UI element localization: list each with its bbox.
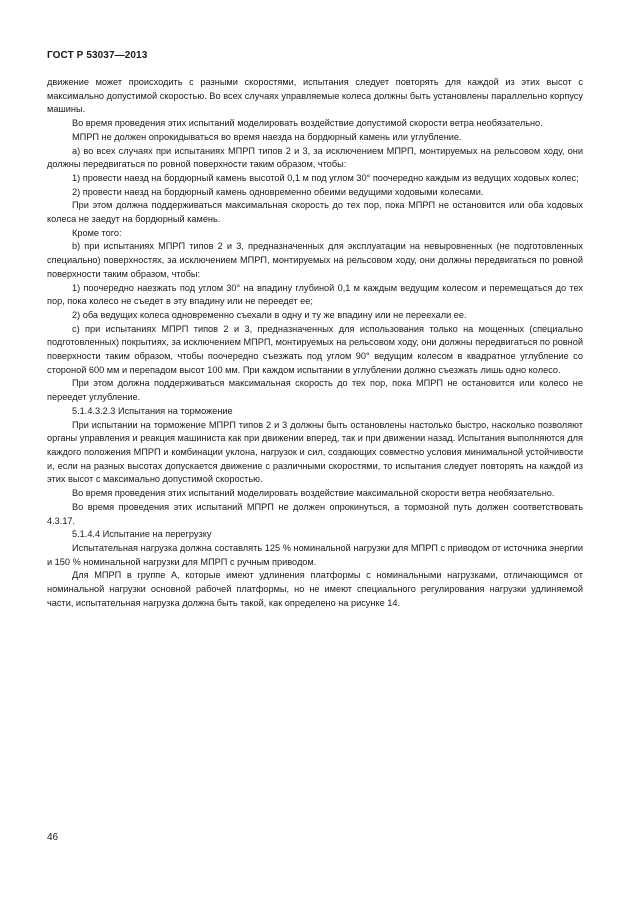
- paragraph: движение может происходить с разными скоростями, испытания следует повторять для каждой из этих высот с максимально допустимой скоростью. Во всех случаях управляемые колеса должны быть установлены параллельно корпусу машины.: [47, 77, 583, 115]
- section-heading: 5.1.4.4 Испытание на перегрузку: [72, 529, 212, 540]
- paragraph: Во время проведения этих испытаний моделировать воздействие допустимой скорости ветра необязательно.: [72, 118, 543, 129]
- paragraph: При испытании на торможение МПРП типов 2 и 3 должны быть остановлены настолько быстро, насколько позволяют органы управления и реакция машиниста как при движении вперед, так и при движении назад. Испытания выполняются для каждого положения МПРП и комбинации уклона, нагрузок и сил, создающих совместно условия минимальной устойчивости и, если на разных высотах допускается движение с различными скоростями, то испытания следует повторять на каждой из этих высот с максимально допустимой скоростью.: [47, 419, 583, 485]
- paragraph: b) при испытаниях МПРП типов 2 и 3, предназначенных для эксплуатации на невыровненных (не подготовленных специально) поверхностях, за исключением МПРП, монтируемых на рельсовом ходу, они должны передвигаться по ровной поверхности таким образом, чтобы:: [47, 241, 583, 279]
- paragraph: а) во всех случаях при испытаниях МПРП типов 2 и 3, за исключением МПРП, монтируемых на рельсовом ходу, они должны передвигаться по ровной поверхности таким образом, чтобы:: [47, 145, 583, 170]
- paragraph: Кроме того:: [72, 227, 122, 238]
- paragraph: МПРП не должен опрокидываться во время наезда на бордюрный камень или углубление.: [72, 131, 462, 142]
- paragraph: Испытательная нагрузка должна составлять 125 % номинальной нагрузки для МПРП с приводом от источника энергии и 150 % номинальной нагрузки для МПРП с ручным приводом.: [47, 542, 583, 567]
- paragraph: 2) оба ведущих колеса одновременно съехали в одну и ту же впадину или не переехали ее.: [72, 309, 467, 320]
- paragraph: При этом должна поддерживаться максимальная скорость до тех пор, пока МПРП не остановится или колесо не переедет углубление.: [47, 378, 583, 403]
- page-number: 46: [47, 832, 59, 843]
- paragraph: Для МПРП в группе А, которые имеют удлинения платформы с номинальными нагрузками, отличающимся от номинальной нагрузки основной рабочей платформы, но не имеют специального регулирования нагрузки удлиняемой части, испытательная нагрузка должна быть такой, как определено на рисунке 14.: [47, 570, 583, 608]
- paragraph: с) при испытаниях МПРП типов 2 и 3, предназначенных для использования только на мощенных (специально подготовленных) покрытиях, за исключением МПРП, монтируемых на рельсовом ходу, они должны передвигаться по ровной поверхности таким образом, чтобы поочередно съезжать под углом 90° ведущим колесом в квадратное углубление со стороной 600 мм и перепадом высот 100 мм. При каждом испытании в углублении должно съезжать лишь одно колесо.: [47, 323, 583, 375]
- section-heading: 5.1.4.3.2.3 Испытания на торможение: [72, 405, 233, 416]
- paragraph: Во время проведения этих испытаний МПРП не должен опрокинуться, а тормозной путь должен соответствовать 4.3.17.: [47, 501, 583, 526]
- paragraph: 1) поочередно наезжать под углом 30° на впадину глубиной 0,1 м каждым ведущим колесом и перемещаться до тех пор, пока колесо не съедет в эту впадину или не переедет ее;: [47, 282, 583, 307]
- paragraph: Во время проведения этих испытаний моделировать воздействие максимальной скорости ветра необязательно.: [72, 488, 555, 499]
- paragraph: При этом должна поддерживаться максимальная скорость до тех пор, пока МПРП не остановится или оба ходовых колеса не заедут на бордюрный камень.: [47, 200, 583, 225]
- document-header: ГОСТ Р 53037—2013: [47, 50, 148, 61]
- paragraph: 1) провести наезд на бордюрный камень высотой 0,1 м под углом 30° поочередно каждым из ведущих ходовых колес;: [72, 172, 579, 183]
- document-body: [47, 76, 583, 610]
- paragraph: 2) провести наезд на бордюрный камень одновременно обеими ведущими ходовыми колесами.: [72, 186, 484, 197]
